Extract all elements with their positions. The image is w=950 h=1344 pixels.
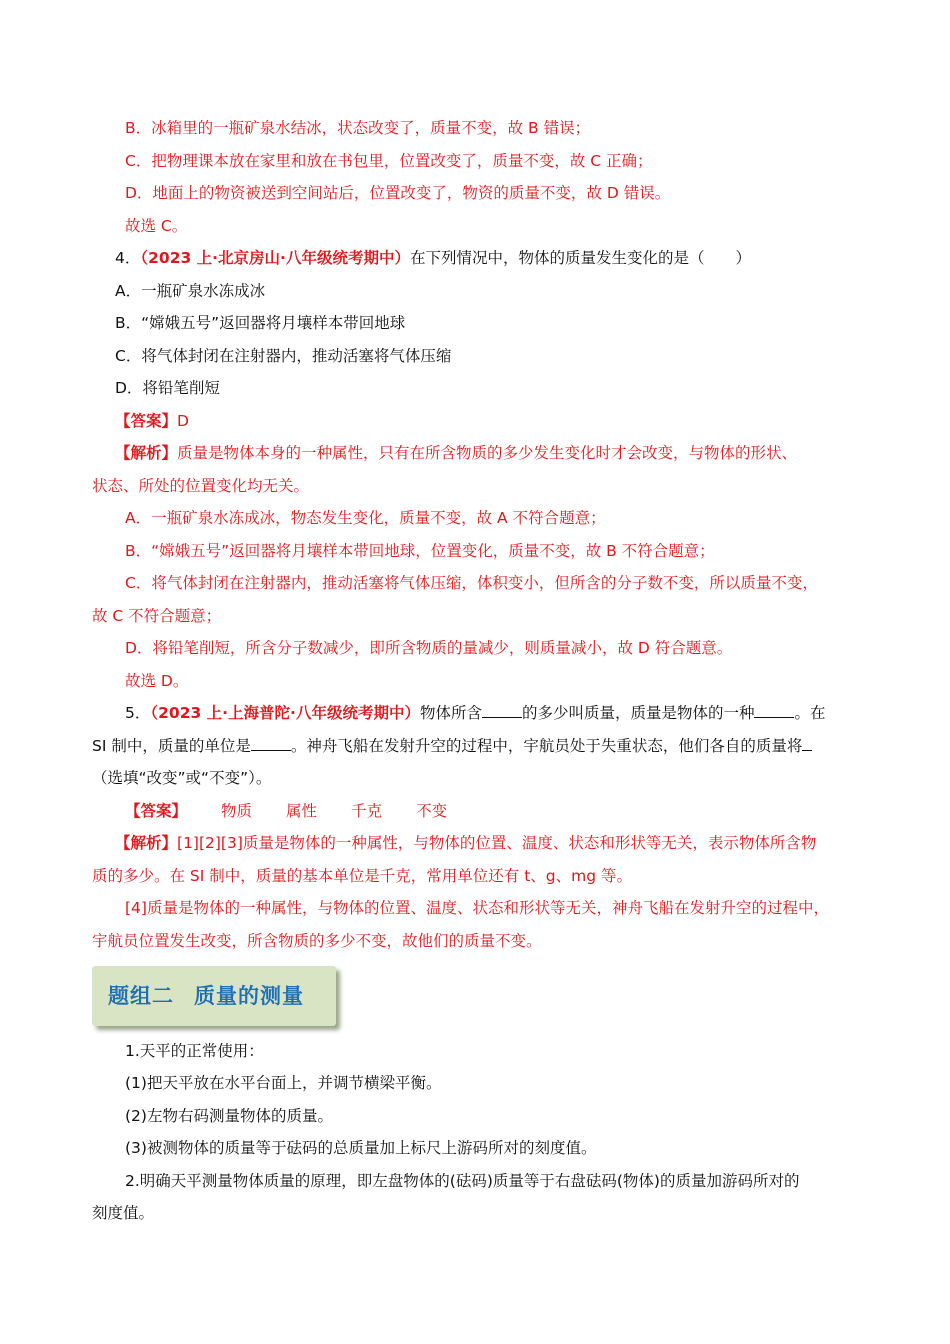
q5-answer-3: 千克 [351,802,383,820]
q5-answer-2: 属性 [286,802,318,820]
q4-answer: D [177,412,189,430]
section-title [108,980,304,1010]
section-heading: 质量的测量 [194,984,304,1008]
q4-analysis-text1: 质量是物体本身的一种属性，只有在所含物质的多少发生变化时才会改变，与物体的形状、 [177,444,798,462]
note-2-line2: 刻度值。 [92,1204,155,1222]
q4-stem-line [115,248,751,268]
note-1c: (3)被测物体的质量等于砝码的总质量加上标尺上游码所对的刻度值。 [125,1139,597,1157]
q5-analysis-line4: 宇航员位置发生改变，所含物质的多少不变，故他们的质量不变。 [92,932,542,950]
q5-analysis-line1 [115,833,816,853]
section-label: 题组二 [108,984,174,1008]
q4-option-b: B．“嫦娥五号”返回器将月壤样本带回地球 [115,314,406,332]
q5-number: 5． [125,704,151,722]
q3-conclusion: 故选 C。 [125,217,188,235]
q3-explanation-d: D．地面上的物资被送到空间站后，位置改变了，物资的质量不变，故 D 错误。 [125,184,671,202]
q4-answer-line [115,411,189,431]
q5-stem-part1: 物体所含 [419,704,482,722]
q5-answer-1: 物质 [221,802,253,820]
q5-analysis-line2: 质的多少。在 SI 制中，质量的基本单位是千克，常用单位还有 t、g、mg 等。 [92,867,632,885]
q4-analysis-label: 【解析】 [115,444,178,462]
q4-conclusion: 故选 D。 [125,672,189,690]
q4-option-c: C．将气体封闭在注射器内，推动活塞将气体压缩 [115,347,452,365]
q5-stem-part3: 。在 [794,704,826,722]
q4-stem: 在下列情况中，物体的质量发生变化的是（ ） [409,249,751,267]
q4-analysis-c1: C．将气体封闭在注射器内，推动活塞将气体压缩，体积变小，但所含的分子数不变，所以质量不变， [125,574,818,592]
q5-blank-2 [754,703,794,718]
q3-explanation-c: C．把物理课本放在家里和放在书包里，位置改变了，质量不变，故 C 正确； [125,152,653,170]
q4-analysis-line2: 状态、所处的位置变化均无关。 [92,477,310,495]
q5-blank-1 [482,703,522,718]
q3-explanation-b: B．冰箱里的一瓶矿泉水结冰，状态改变了，质量不变，故 B 错误； [125,119,591,137]
q5-stem-line1 [125,703,826,723]
q4-analysis-a: A．一瓶矿泉水冻成冰，物态发生变化，质量不变，故 A 不符合题意； [125,509,606,527]
note-1: 1.天平的正常使用： [125,1042,264,1060]
q5-stem-part5: 。神舟飞船在发射升空的过程中，宇航员处于失重状态，他们各自的质量将 [290,737,803,755]
q4-number: 4． [115,249,141,267]
q5-source: （2023 上·上海普陀·八年级统考期中） [150,704,420,722]
q5-blank-4 [802,736,812,751]
note-1b: (2)左物右码测量物体的质量。 [125,1107,333,1125]
q4-analysis-line1 [115,443,797,463]
section-header-box [92,966,336,1026]
q4-source: （2023 上·北京房山·八年级统考期中） [140,249,410,267]
note-1a: (1)把天平放在水平台面上，并调节横梁平衡。 [125,1074,442,1092]
q5-blank-3 [251,736,291,751]
q5-stem-part4: SI 制中，质量的单位是 [92,737,251,755]
q5-stem-part2: 的多少叫质量，质量是物体的一种 [521,704,755,722]
q5-analysis-text1: [1][2][3]质量是物体的一种属性，与物体的位置、温度、状态和形状等无关，表示物体所含物 [177,834,817,852]
q4-answer-label: 【答案】 [115,412,178,430]
q5-analysis-label: 【解析】 [115,834,178,852]
q5-answer-4: 不变 [416,802,448,820]
q5-analysis-line3: [4]质量是物体的一种属性，与物体的位置、温度、状态和形状等无关，神舟飞船在发射升空的过程中， [125,899,829,917]
q5-answer-label: 【答案】 [125,802,188,820]
q4-analysis-d: D．将铅笔削短，所含分子数减少，即所含物质的量减少，则质量减小，故 D 符合题意。 [125,639,733,657]
q5-answer-line [125,801,447,821]
q4-analysis-c2: 故 C 不符合题意； [92,607,222,625]
q4-option-a: A．一瓶矿泉水冻成冰 [115,282,266,300]
note-2-line1: 2.明确天平测量物体质量的原理，即左盘物体的(砝码)质量等于右盘砝码(物体)的质量加游码所对的 [125,1172,800,1190]
q4-analysis-b: B．“嫦娥五号”返回器将月壤样本带回地球，位置变化，质量不变，故 B 不符合题意； [125,542,715,560]
q5-stem-line3: （选填“改变”或“不变”）。 [92,769,272,787]
q5-stem-line2 [92,736,812,756]
q4-option-d: D．将铅笔削短 [115,379,220,397]
